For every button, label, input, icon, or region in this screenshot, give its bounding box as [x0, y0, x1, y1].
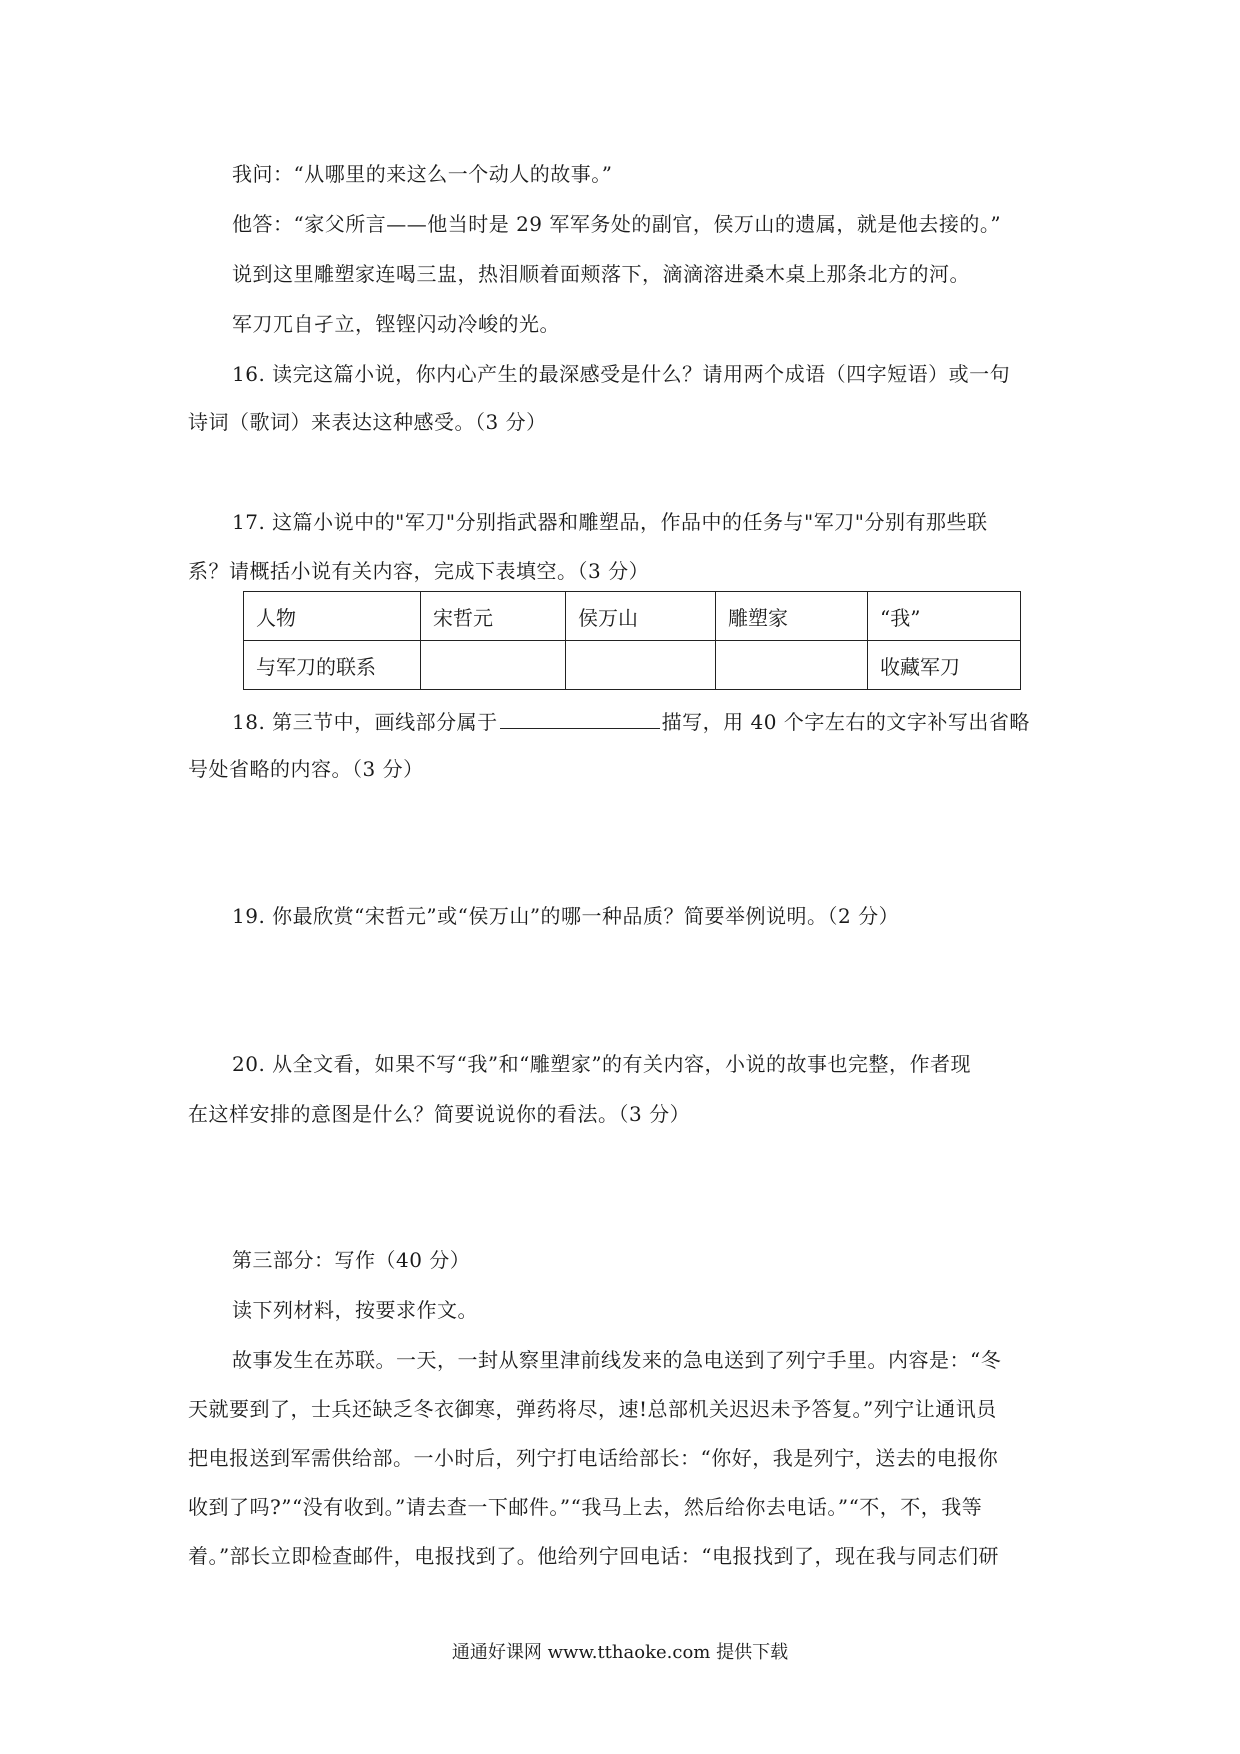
answer-blank[interactable] [500, 706, 660, 729]
question-17-table [243, 591, 1021, 690]
table-blank-cell[interactable] [421, 641, 566, 690]
table-blank-cell[interactable] [566, 641, 716, 690]
material-line-3: 把电报送到军需供给部。一小时后，列宁打电话给部长：“你好，我是列宁，送去的电报你 [188, 1446, 999, 1470]
question-18-line-1 [232, 706, 1030, 736]
passage-line-3: 说到这里雕塑家连喝三盅，热泪顺着面颊落下，滴滴溶进桑木桌上那条北方的河。 [232, 262, 970, 286]
question-16-line-2: 诗词（歌词）来表达这种感受。（3 分） [188, 410, 547, 434]
question-20-line-2: 在这样安排的意图是什么？简要说说你的看法。（3 分） [188, 1102, 691, 1126]
passage-line-4: 军刀兀自孑立，铿铿闪动冷峻的光。 [232, 312, 560, 336]
table-header-cell: 宋哲元 [421, 592, 566, 641]
table-header-cell: 侯万山 [566, 592, 716, 641]
table-header-cell: 人物 [244, 592, 421, 641]
material-line-2: 天就要到了，士兵还缺乏冬衣御寒，弹药将尽，速!总部机关迟迟未予答复。”列宁让通讯员 [188, 1397, 997, 1421]
table-row [244, 592, 1021, 641]
material-line-1: 故事发生在苏联。一天，一封从察里津前线发来的急电送到了列宁手里。内容是：“冬 [232, 1348, 1002, 1372]
question-17-line-1: 17. 这篇小说中的"军刀"分别指武器和雕塑品，作品中的任务与"军刀"分别有那些联 [232, 510, 988, 534]
material-line-5: 着。”部长立即检查邮件，电报找到了。他给列宁回电话：“电报找到了，现在我与同志们研 [188, 1544, 999, 1568]
question-16-line-1: 16. 读完这篇小说，你内心产生的最深感受是什么？请用两个成语（四字短语）或一句 [232, 362, 1011, 386]
page-footer: 通通好课网 www.tthaoke.com 提供下载 [451, 1642, 789, 1663]
passage-line-2: 他答：“家父所言——他当时是 29 军军务处的副官，侯万山的遗属，就是他去接的。” [232, 212, 1002, 236]
question-18-text-before: 18. 第三节中，画线部分属于 [232, 710, 498, 734]
question-18-text-after: 描写，用 40 个字左右的文字补写出省略 [661, 710, 1030, 734]
question-18-line-2: 号处省略的内容。（3 分） [188, 757, 424, 781]
table-cell: 与军刀的联系 [244, 641, 421, 690]
table-row [244, 641, 1021, 690]
writing-heading: 第三部分：写作（40 分） [232, 1248, 471, 1272]
table-header-cell: 雕塑家 [716, 592, 868, 641]
table-blank-cell[interactable] [716, 641, 868, 690]
question-20-line-1: 20. 从全文看，如果不写“我”和“雕塑家”的有关内容，小说的故事也完整，作者现 [232, 1052, 972, 1076]
passage-line-1: 我问：“从哪里的来这么一个动人的故事。” [232, 162, 613, 186]
question-17-line-2: 系？请概括小说有关内容，完成下表填空。（3 分） [188, 559, 650, 583]
table-cell: 收藏军刀 [868, 641, 1021, 690]
material-line-4: 收到了吗?”“没有收到。”请去查一下邮件。”“我马上去，然后给你去电话。”“不，不，我等 [188, 1495, 983, 1519]
table-header-cell: “我” [868, 592, 1021, 641]
question-19-line-1: 19. 你最欣赏“宋哲元”或“侯万山”的哪一种品质？简要举例说明。（2 分） [232, 904, 900, 928]
writing-instruction: 读下列材料，按要求作文。 [232, 1298, 478, 1322]
